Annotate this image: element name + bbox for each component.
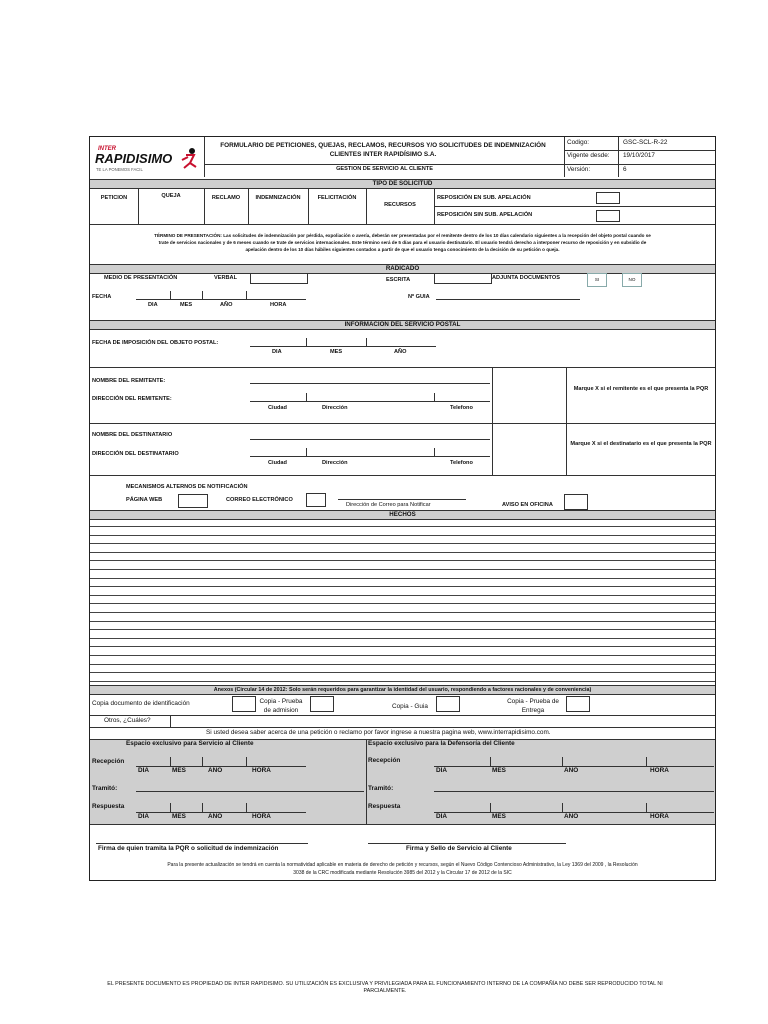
web-note: Si usted desea saber acerca de una petición o reclamo por favor ingrese a nuestra pagina web, www.interrapidisimo.com. — [206, 729, 551, 736]
copia-entrega-label — [500, 697, 566, 715]
fecha-mes: MES — [180, 302, 193, 308]
hora-line[interactable] — [250, 299, 306, 300]
sc-res-mes: MES — [172, 813, 186, 820]
mecanismos-label: MECANISMOS ALTERNOS DE NOTIFICACIÓN — [126, 484, 248, 490]
svg-text:RAPIDISIMO: RAPIDISIMO — [95, 151, 173, 166]
otros-field[interactable] — [171, 716, 291, 726]
copia-admision-checkbox[interactable] — [310, 696, 334, 712]
version-label: Versión: — [567, 166, 591, 173]
recursos-option[interactable]: RECURSOS — [384, 202, 416, 208]
direccion-correo-label: Dirección de Correo para Notificar — [346, 502, 431, 508]
logo — [92, 141, 202, 181]
verbal-label: VERBAL — [214, 275, 237, 281]
firma-tramita-label: Firma de quien tramita la PQR o solicitud de indemnización — [98, 845, 279, 852]
queja-option[interactable]: QUEJA — [161, 193, 181, 199]
exclusivo-servicio-title: Espacio exclusivo para Servicio al Cliente — [126, 740, 254, 747]
escrita-field[interactable] — [434, 273, 492, 284]
pagina-web-label: PÁGINA WEB — [126, 497, 163, 503]
version-value: 6 — [623, 166, 627, 173]
fecha-hora: HORA — [270, 302, 287, 308]
direccion-destinatario-label: DIRECCIÓN DEL DESTINATARIO — [92, 451, 179, 457]
termino-line-2: trate de servicios nacionales y de 6 meses cuando se trate de servicios internacionales. Este término será de 5 días para el usuario destinatario. El usuario tendrá derecho a interponer recurso de reposición y en subsidio de — [158, 240, 647, 245]
correo-checkbox[interactable] — [306, 493, 326, 507]
remitente-x-box[interactable] — [493, 368, 565, 422]
document-footer — [80, 981, 690, 995]
hechos-line[interactable] — [90, 535, 715, 536]
sc-rec-dia: DIA — [138, 767, 150, 774]
pagina-web-checkbox[interactable] — [178, 494, 208, 508]
codigo-value: GSC-SCL-R-22 — [623, 139, 668, 146]
df-tramito-label: Tramitó: — [368, 785, 394, 792]
normatividad-line-2: 3038 de la CRC modificada mediante Resolución 3985 del 2012 y la Circular 17 de 2012 de la SIC — [293, 870, 512, 876]
normatividad-line-1: Para la presente actualización se tendrá en cuenta la normatividad aplicable en materia de derecho de petición y recursos, según el Nuevo Código Contencioso Administrativo, la Ley 1369 del 2009 , la Resolución — [167, 862, 638, 868]
adjunta-no-checkbox[interactable] — [622, 273, 642, 287]
df-res-ano: ANO — [564, 813, 579, 820]
sc-rec-mes: MES — [172, 767, 186, 774]
fecha-imposicion-label: FECHA DE IMPOSICIÓN DEL OBJETO POSTAL: — [92, 340, 219, 346]
df-respuesta-label: Respuesta — [368, 803, 401, 810]
verbal-field[interactable] — [250, 273, 308, 284]
hechos-line[interactable] — [90, 621, 715, 622]
hechos-line[interactable] — [90, 612, 715, 613]
rem-ciudad: Ciudad — [268, 405, 287, 411]
nombre-destinatario-line[interactable] — [250, 439, 490, 440]
imposicion-ano: AÑO — [394, 349, 407, 355]
reposicion-sin-checkbox[interactable] — [596, 210, 620, 222]
hechos-line[interactable] — [90, 672, 715, 673]
aviso-oficina-checkbox[interactable] — [564, 494, 588, 510]
vigente-label: Vigente desde: — [567, 152, 610, 159]
reposicion-sin-label: REPOSICIÓN SIN SUB. APELACIÓN — [437, 212, 533, 218]
termino-text — [92, 232, 713, 253]
hechos-line[interactable] — [90, 629, 715, 630]
firma-sello-line[interactable] — [368, 843, 566, 844]
postal-header: INFORMACION DEL SERVICIO POSTAL — [90, 320, 715, 330]
nombre-destinatario-label: NOMBRE DEL DESTINATARIO — [92, 432, 173, 438]
df-res-mes: MES — [492, 813, 506, 820]
copia-guia-checkbox[interactable] — [436, 696, 460, 712]
fecha-label: FECHA — [92, 294, 112, 300]
copia-entrega-checkbox[interactable] — [566, 696, 590, 712]
termino-line-3: apelación dentro de los 10 días hábiles siguientes contados a partir de que el usuario tenga conocimiento de la decisión de su petición o queja. — [245, 247, 560, 252]
rem-direccion: Dirección — [322, 405, 348, 411]
correo-label: CORREO ELECTRÓNICO — [226, 497, 293, 503]
form-title: FORMULARIO DE PETICIONES, QUEJAS, RECLAMOS, RECURSOS Y/O SOLICITUDES DE INDEMNIZACIÓN CLIENTES INTER RAPIDÍSIMO S.A. — [220, 142, 546, 158]
direccion-destinatario-line[interactable] — [250, 456, 490, 457]
reclamo-option[interactable]: RECLAMO — [211, 195, 241, 201]
fecha-dia: DIA — [148, 302, 158, 308]
adjunta-si-checkbox[interactable] — [587, 273, 607, 287]
termino-line-1: TÉRMINO DE PRESENTACIÓN: Las solicitudes de indemnización por pérdida, expoliación o avería, deberán ser presentadas por el remitente dentro de los 10 días calendario siguientes a la recepción del objeto postal cuando se — [154, 233, 651, 238]
radicado-header: RADICADO — [90, 264, 715, 274]
dest-ciudad: Ciudad — [268, 460, 287, 466]
df-recepcion-label: Recepción — [368, 757, 401, 764]
df-res-dia: DIA — [436, 813, 448, 820]
destinatario-x-box[interactable] — [493, 424, 565, 474]
direccion-remitente-label: DIRECCIÓN DEL REMITENTE: — [92, 396, 172, 402]
dest-telefono: Telefono — [450, 460, 473, 466]
svg-text:TE LA PONEMOS FACIL: TE LA PONEMOS FACIL — [96, 167, 143, 172]
df-rec-ano: ANO — [564, 767, 579, 774]
hechos-line[interactable] — [90, 586, 715, 587]
hechos-header: HECHOS — [90, 510, 715, 520]
correo-direccion-line[interactable] — [338, 499, 466, 500]
sc-res-dia: DIA — [138, 813, 150, 820]
hechos-line[interactable] — [90, 603, 715, 604]
hechos-line[interactable] — [90, 552, 715, 553]
sc-rec-ano: ANO — [208, 767, 223, 774]
hechos-area[interactable] — [90, 520, 715, 684]
copia-guia-label: Copia - Guia — [392, 703, 428, 710]
fecha-ano: AÑO — [220, 302, 233, 308]
sc-rec-hora: HORA — [252, 767, 271, 774]
copia-admision-label — [252, 697, 310, 715]
runner-logo-icon — [92, 141, 202, 177]
codigo-label: Codigo: — [567, 139, 590, 146]
otros-label: Otros, ¿Cuáles? — [104, 717, 151, 724]
tipo-solicitud-header: TIPO DE SOLICITUD — [90, 179, 715, 189]
copia-entrega-line-2: Entrega — [521, 707, 545, 714]
df-res-hora: HORA — [650, 813, 669, 820]
aviso-oficina-label: AVISO EN OFICINA — [502, 502, 553, 508]
hechos-line[interactable] — [90, 578, 715, 579]
direccion-remitente-line[interactable] — [250, 401, 490, 402]
sc-res-ano: ANO — [208, 813, 223, 820]
marque-remitente: Marque X si el remitente es el que presenta la PQR — [573, 386, 709, 392]
hechos-line[interactable] — [90, 595, 715, 596]
svg-text:INTER: INTER — [98, 146, 116, 152]
nombre-remitente-line[interactable] — [250, 383, 490, 384]
peticion-option[interactable]: PETICION — [100, 195, 128, 201]
form-subtitle: GESTION DE SERVICIO AL CLIENTE — [336, 166, 433, 172]
reposicion-sub-label: REPOSICIÓN EN SUB. APELACIÓN — [437, 195, 531, 201]
vigente-value: 19/10/2017 — [623, 152, 655, 159]
guia-line[interactable] — [436, 299, 580, 300]
sc-tramito-line[interactable] — [136, 791, 364, 792]
copia-entrega-line-1: Copia - Prueba de — [507, 698, 559, 705]
hechos-line[interactable] — [90, 543, 715, 544]
copia-admision-line-2: de admision — [263, 707, 299, 714]
escrita-label: ESCRITA — [386, 277, 411, 283]
felicitacion-option[interactable]: FELICITACIÓN — [317, 195, 357, 201]
firma-tramita-line[interactable] — [96, 843, 308, 844]
imposicion-line[interactable] — [250, 346, 436, 347]
imposicion-dia: DIA — [272, 349, 282, 355]
hechos-line[interactable] — [90, 646, 715, 647]
hechos-line[interactable] — [90, 664, 715, 665]
exclusivo-defensoria-title: Espacio exclusivo para la Defensoría del Cliente — [368, 740, 515, 747]
reposicion-sub-checkbox[interactable] — [596, 192, 620, 204]
hechos-line[interactable] — [90, 655, 715, 656]
si-label: SI — [594, 277, 600, 282]
hechos-line[interactable] — [90, 638, 715, 639]
footer-line-2: PARCIALMENTE. — [363, 988, 407, 994]
hechos-line[interactable] — [90, 681, 715, 682]
medio-label: MEDIO DE PRESENTACIÓN — [104, 275, 178, 281]
sc-recepcion-label: Recepción — [92, 758, 125, 765]
sc-res-hora: HORA — [252, 813, 271, 820]
df-rec-mes: MES — [492, 767, 506, 774]
sc-respuesta-label: Respuesta — [92, 803, 125, 810]
normatividad-note — [92, 861, 713, 877]
df-tramito-line[interactable] — [434, 791, 714, 792]
hechos-line[interactable] — [90, 560, 715, 561]
copia-documento-label: Copia documento de identificación — [92, 700, 190, 707]
hechos-line[interactable] — [90, 526, 715, 527]
rem-telefono: Telefono — [450, 405, 473, 411]
anexos-header: Anexos (Circular 14 de 2012: Solo serán requeridos para garantizar la identidad del usuario, respondiendo a factores racionales y de conveniencia) — [90, 685, 715, 695]
no-label: NO — [628, 277, 636, 282]
nombre-remitente-label: NOMBRE DEL REMITENTE: — [92, 378, 166, 384]
sc-tramito-label: Tramitó: — [92, 785, 118, 792]
hechos-line[interactable] — [90, 569, 715, 570]
guia-label: Nº GUIA — [408, 294, 430, 300]
df-rec-dia: DIA — [436, 767, 448, 774]
indemnizacion-option[interactable]: INDEMNIZACIÓN — [255, 195, 301, 201]
adjunta-label: ADJUNTA DOCUMENTOS — [492, 275, 560, 281]
firma-sello-label: Firma y Sello de Servicio al Cliente — [406, 845, 512, 852]
pqr-form — [89, 136, 716, 881]
df-rec-hora: HORA — [650, 767, 669, 774]
footer-line-1: EL PRESENTE DOCUMENTO ES PROPIEDAD DE INTER RAPIDISIMO. SU UTILIZACIÓN ES EXCLUSIVA Y PRIVILEGIADA PARA EL FUNCIONAMIENTO INTERNO DE LA COMPAÑÍA NO DEBE SER REPRODUCIDO TOTAL NI — [107, 981, 663, 987]
copia-admision-line-1: Copia - Prueba — [259, 698, 303, 705]
imposicion-mes: MES — [330, 349, 343, 355]
dest-direccion: Dirección — [322, 460, 348, 466]
marque-destinatario: Marque X si el destinatario es el que presenta la PQR — [570, 441, 712, 447]
